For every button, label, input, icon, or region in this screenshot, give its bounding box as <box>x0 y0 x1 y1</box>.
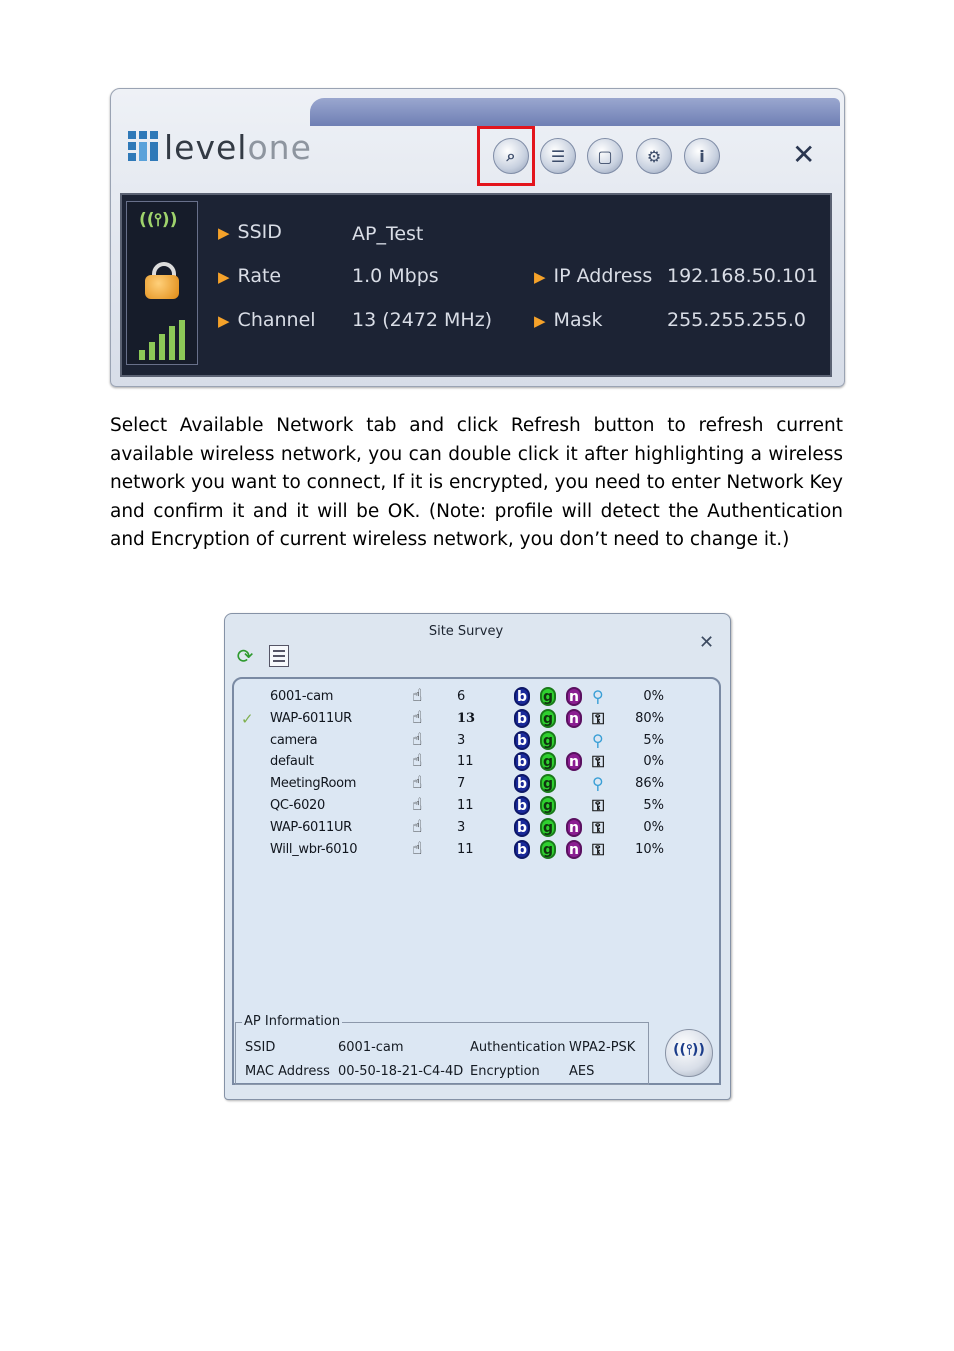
levelone-logo <box>128 128 312 167</box>
arrow-icon: ▶ <box>534 268 546 286</box>
close-icon[interactable]: ✕ <box>792 138 816 171</box>
mode-b-icon: b <box>514 752 530 771</box>
mode-b-icon: b <box>514 840 530 859</box>
network-ssid: default <box>270 754 314 770</box>
connected-check-icon: ✓ <box>241 709 254 728</box>
open-key-icon: ⚲ <box>592 730 604 750</box>
refresh-icon[interactable]: ⟳ <box>236 644 254 668</box>
mode-b-icon: b <box>514 774 530 793</box>
infrastructure-icon: ☝ <box>412 729 423 750</box>
close-icon[interactable]: ✕ <box>699 632 715 653</box>
ap-mac-value: 00-50-18-21-C4-4D <box>338 1064 464 1079</box>
mask-label: ▶ Mask <box>534 309 603 331</box>
rate-label: ▶ Rate <box>218 265 282 287</box>
network-signal: 10% <box>635 841 664 857</box>
network-signal: 0% <box>643 689 664 704</box>
encrypted-icon: ⚿ <box>592 839 605 859</box>
network-channel: 11 <box>457 841 474 857</box>
encrypted-icon: ⚿ <box>592 796 605 815</box>
site-survey-window <box>224 613 731 1100</box>
network-signal: 0% <box>643 754 664 770</box>
network-ssid: MeetingRoom <box>270 776 357 792</box>
arrow-icon: ▶ <box>218 312 230 330</box>
highlight-box <box>477 126 535 186</box>
mode-n-icon: n <box>566 818 582 837</box>
info-icon: i <box>699 146 705 166</box>
status-panel <box>120 193 832 377</box>
ap-enc-value: AES <box>569 1064 595 1079</box>
lock-icon <box>145 262 179 298</box>
encrypted-icon: ⚿ <box>592 708 605 728</box>
connect-button[interactable] <box>665 1029 713 1077</box>
infrastructure-icon: ☝ <box>412 707 423 728</box>
signal-bars-icon <box>139 320 189 360</box>
channel-value: 13 (2472 MHz) <box>352 309 493 331</box>
arrow-icon: ▶ <box>218 268 230 286</box>
status-icons <box>126 201 198 365</box>
utility-title-bar <box>310 98 840 126</box>
ap-ssid-label: SSID <box>245 1040 276 1055</box>
network-row[interactable] <box>234 731 719 752</box>
infrastructure-icon: ☝ <box>412 795 423 815</box>
network-ssid: WAP-6011UR <box>270 819 352 835</box>
mode-n-icon: n <box>566 840 582 859</box>
network-ssid: camera <box>270 732 318 748</box>
network-ssid: WAP-6011UR <box>270 710 352 726</box>
network-row[interactable] <box>234 752 719 773</box>
ap-auth-label: Authentication <box>470 1040 566 1055</box>
antenna-icon: ((⫯)) <box>139 210 178 230</box>
infrastructure-icon: ☝ <box>412 816 423 837</box>
profile-button[interactable] <box>540 138 576 174</box>
mode-g-icon: g <box>540 752 556 771</box>
network-signal: 0% <box>643 819 664 835</box>
ip-address-label: ▶ IP Address <box>534 265 653 287</box>
mode-n-icon: n <box>566 752 582 771</box>
wps-button[interactable] <box>587 138 623 174</box>
encrypted-icon: ⚿ <box>592 752 605 772</box>
open-key-icon: ⚲ <box>592 687 604 706</box>
mode-b-icon: b <box>514 709 530 728</box>
network-signal: 80% <box>635 710 664 726</box>
network-channel: 6 <box>457 689 466 704</box>
infrastructure-icon: ☝ <box>412 838 423 859</box>
mode-g-icon: g <box>540 796 556 815</box>
network-channel: 3 <box>457 819 466 835</box>
logo-text-level: level <box>164 128 248 167</box>
arrow-icon: ▶ <box>218 224 230 242</box>
network-signal: 5% <box>643 798 664 813</box>
network-channel: 11 <box>457 798 474 813</box>
antenna-icon: ((⫯)) <box>673 1042 705 1058</box>
network-ssid: QC-6020 <box>270 798 325 813</box>
network-channel: 13 <box>457 710 476 726</box>
network-row[interactable] <box>234 818 719 839</box>
network-row[interactable] <box>234 774 719 795</box>
open-key-icon: ⚲ <box>592 774 604 794</box>
network-ssid: 6001-cam <box>270 689 334 704</box>
ap-information-legend: AP Information <box>244 1014 341 1029</box>
mode-b-icon: b <box>514 796 530 815</box>
mode-b-icon: b <box>514 818 530 837</box>
mode-g-icon: g <box>540 818 556 837</box>
mode-b-icon: b <box>514 731 530 750</box>
network-signal: 86% <box>635 776 664 792</box>
ap-ssid-value: 6001-cam <box>338 1040 404 1055</box>
mode-n-icon: n <box>566 709 582 728</box>
ap-enc-label: Encryption <box>470 1064 540 1079</box>
mode-g-icon: g <box>540 840 556 859</box>
about-button[interactable] <box>684 138 720 174</box>
infrastructure-icon: ☝ <box>412 686 423 706</box>
ap-mac-label: MAC Address <box>245 1064 330 1079</box>
search-icon: ⌕ <box>506 146 516 165</box>
network-row[interactable] <box>234 796 719 817</box>
mode-g-icon: g <box>540 709 556 728</box>
list-view-icon[interactable] <box>269 645 289 667</box>
instruction-paragraph: Select Available Network tab and click Refresh button to refresh current available wireless network, you can double click it after highlighting a wireless network you want to connect, If it is encrypted, you need to enter Network Key and confirm it and it will be OK. (Note: profile will detect the Authentication and Encryption of current wireless network, you don’t need to change it.) <box>110 415 843 551</box>
network-row[interactable] <box>234 687 719 708</box>
network-row[interactable] <box>234 709 719 730</box>
network-channel: 11 <box>457 754 474 770</box>
logo-grid-icon <box>128 131 158 161</box>
mode-g-icon: g <box>540 687 556 706</box>
network-signal: 5% <box>643 732 664 748</box>
arrow-icon: ▶ <box>534 312 546 330</box>
logo-text-one: one <box>247 128 312 167</box>
gear-icon: ⚙ <box>646 146 662 166</box>
ip-address-value: 192.168.50.101 <box>667 265 819 287</box>
window-title: Site Survey <box>428 624 504 639</box>
list-icon: ☰ <box>550 146 566 166</box>
network-channel: 7 <box>457 776 466 792</box>
mode-g-icon: g <box>540 774 556 793</box>
ssid-value: AP_Test <box>352 223 424 245</box>
channel-label: ▶ Channel <box>218 309 316 331</box>
rate-value: 1.0 Mbps <box>352 265 439 287</box>
mask-value: 255.255.255.0 <box>667 309 807 331</box>
mode-g-icon: g <box>540 731 556 750</box>
ap-auth-value: WPA2-PSK <box>569 1040 636 1055</box>
network-ssid: Will_wbr-6010 <box>270 841 358 857</box>
ssid-label: ▶ SSID <box>218 221 282 243</box>
network-channel: 3 <box>457 732 466 748</box>
utility-window <box>110 88 843 385</box>
mode-b-icon: b <box>514 687 530 706</box>
settings-button[interactable] <box>636 138 672 174</box>
mode-n-icon: n <box>566 687 582 706</box>
infrastructure-icon: ☝ <box>412 751 423 772</box>
ap-information-group <box>235 1014 649 1085</box>
encrypted-icon: ⚿ <box>592 817 605 837</box>
document-icon: ▢ <box>597 146 613 166</box>
infrastructure-icon: ☝ <box>412 773 423 794</box>
network-row[interactable] <box>234 840 719 861</box>
